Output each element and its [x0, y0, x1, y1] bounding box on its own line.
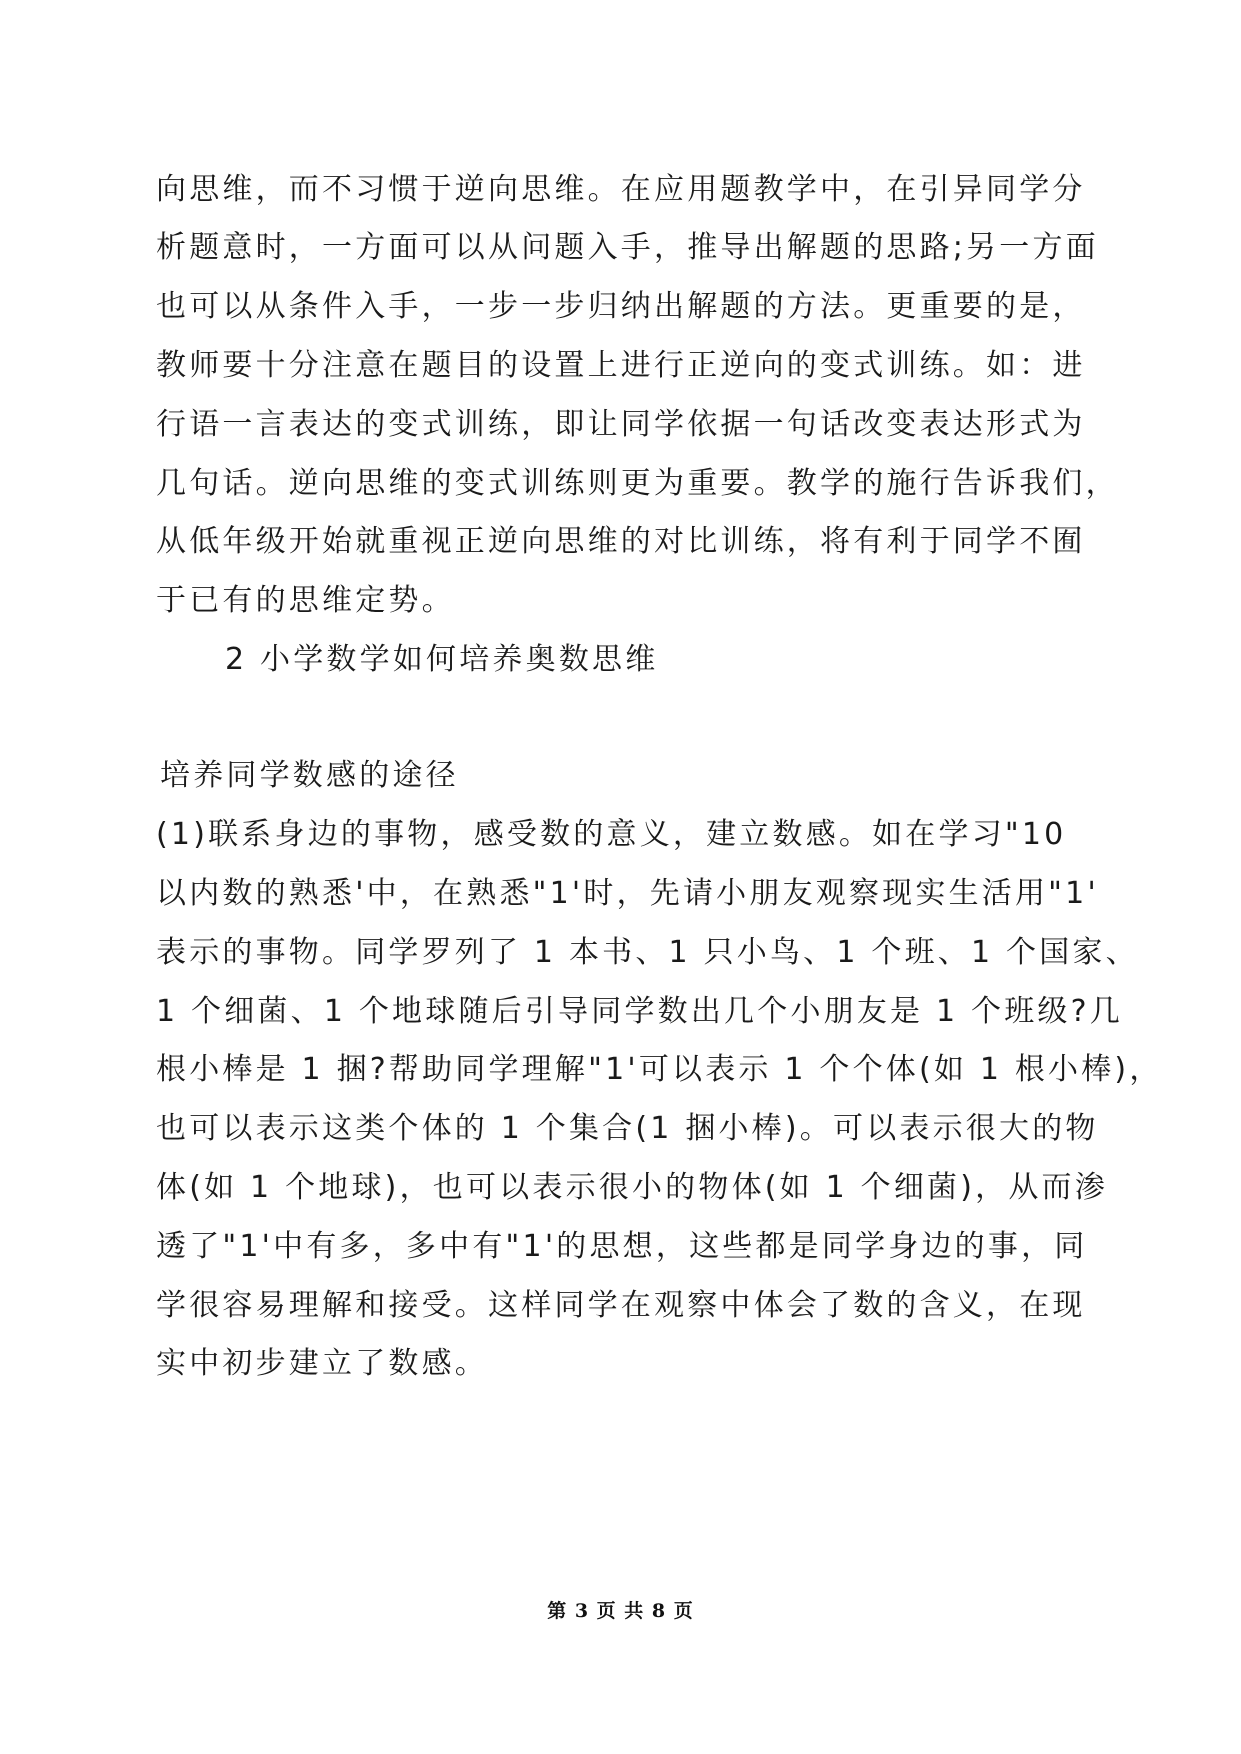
paragraph-line: 几句话。逆向思维的变式训练则更为重要。教学的施行告诉我们， [156, 466, 1119, 501]
paragraph-line: 表示的事物。同学罗列了 1 本书、1 只小鸟、1 个班、1 个国家、 [156, 935, 1139, 970]
paragraph-line: 学很容易理解和接受。这样同学在观察中体会了数的含义，在现 [156, 1288, 1086, 1323]
paragraph-line: 体(如 1 个地球)，也可以表示很小的物体(如 1 个细菌)，从而渗 [156, 1170, 1108, 1205]
paragraph-line: 透了"1'中有多，多中有"1'的思想，这些都是同学身边的事，同 [156, 1229, 1088, 1264]
paragraph-line: 教师要十分注意在题目的设置上进行正逆向的变式训练。如：进 [156, 348, 1086, 383]
paragraph-line: 行语一言表达的变式训练，即让同学依据一句话改变表达形式为 [156, 407, 1086, 442]
page-number-footer: 第 3 页 共 8 页 [547, 1600, 694, 1622]
paragraph-line: 于已有的思维定势。 [156, 583, 455, 618]
paragraph-line: (1)联系身边的事物，感受数的意义，建立数感。如在学习"10 [156, 817, 1067, 852]
paragraph-line: 1 个细菌、1 个地球随后引导同学数出几个小朋友是 1 个班级?几 [156, 994, 1123, 1029]
sub-heading: 培养同学数感的途径 [160, 758, 459, 793]
paragraph-line: 从低年级开始就重视正逆向思维的对比训练，将有利于同学不囿 [156, 524, 1086, 559]
section-heading: 2 小学数学如何培养奥数思维 [225, 642, 659, 677]
paragraph-line: 也可以从条件入手，一步一步归纳出解题的方法。更重要的是， [156, 289, 1086, 324]
paragraph-line: 实中初步建立了数感。 [156, 1346, 488, 1381]
paragraph-line: 也可以表示这类个体的 1 个集合(1 捆小棒)。可以表示很大的物 [156, 1111, 1099, 1146]
paragraph-line: 析题意时，一方面可以从问题入手，推导出解题的思路;另一方面 [156, 230, 1099, 265]
paragraph-line: 根小棒是 1 捆?帮助同学理解"1'可以表示 1 个个体(如 1 根小棒)， [156, 1052, 1163, 1087]
paragraph-line: 向思维，而不习惯于逆向思维。在应用题教学中，在引异同学分 [156, 172, 1086, 207]
paragraph-line: 以内数的熟悉'中，在熟悉"1'时，先请小朋友观察现实生活用"1' [156, 876, 1099, 911]
